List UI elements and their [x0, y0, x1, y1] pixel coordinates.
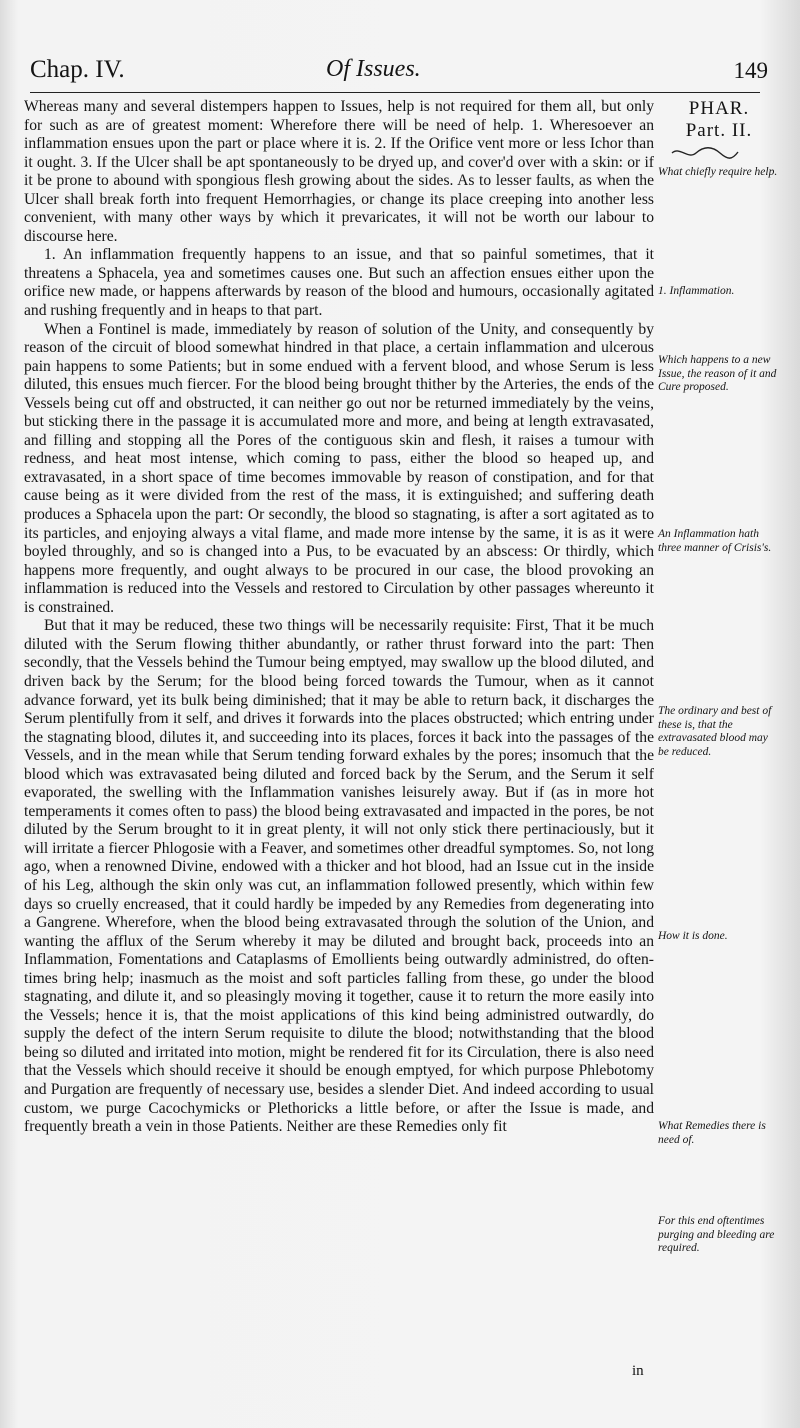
section-label-line2: Part. II. [685, 120, 753, 141]
page-number: 149 [733, 58, 768, 83]
marginal-note-2: 1. Inflammation. [658, 285, 735, 297]
marginal-note-7: What Remedies there is need of. [658, 1120, 766, 1146]
section-label [664, 98, 774, 142]
section-label-line1: PHAR. [688, 98, 750, 119]
marginal-note-5: The ordinary and best of these is, that the extravasated blood may be reduced. [658, 705, 772, 758]
main-text [24, 98, 654, 1137]
paragraph-3: When a Fontinel is made, immediately by reason of solution of the Unity, and consequently by reason of the circuit of blood somewhat hindred in that place, a certain inflammation and ulcerous pain happens to some Patients; but in some endued with a fervent blood, and whose Serum is less diluted, this ensues much fiercer. For the blood being brought thither by the Arteries, the ends of the Vessels being cut off and obstructed, it can neither go out nor be returned immediately by the veins, but sticking there in the passage it is accumulated more and more, and being at length extravasated, and filling and stopping all the Pores of the contiguous skin and flesh, it raises a tumour with redness, and heat most intense, which coming to pass, either the blood so heaped up, and extravasated, in a short space of time becomes immovable by reason of constipation, and for that cause being as it were divided from the rest of the mass, it is extinguished; and suffering death produces a Sphacela upon the part: Or secondly, the blood so stagnating, is after a sort agitated as to its particles, and enjoying always a vital flame, and made more intense by the same, it is as it were boyled throughly, and so is changed into a Pus, to be evacuated by an abscess: Or thirdly, which happens more frequently, and ought always to be procured in our case, the blood provoking an inflammation is reduced into the Vessels and restored to Circulation by other passages whereunto it is constrained. [24, 320, 654, 616]
running-title: Of Issues. [326, 56, 421, 82]
paragraph-4: But that it may be reduced, these two things will be necessarily requisite: First, That it be much diluted with the Serum flowing thither abundantly, or rather thrust forward into the part: Then secondly, that the Vessels behind the Tumour being emptyed, may swallow up the blood diluted, and driven back by the Serum; for the blood being forced towards the Tumour, when as it cannot advance forward, yet its bulk being diminished; that it may be able to return back, it discharges the Serum plentifully from it self, and drives it forwards into the places obstructed; which entring under the stagnating blood, dilutes it, and succeeding into its places, forces it back into the passages of the Vessels, and in the mean while that Serum tending forward exhales by the pores; insomuch that the blood which was extravasated being diluted and forced back by the Serum, and the Serum it self evaporated, the swelling with the Inflammation vanishes leisurely away. But if (as in more hot temperaments it comes often to pass) the blood being extravasated and impacted in the pores, be not diluted by the Serum brought to it in great plenty, it will not only stick there pertinaciously, but it will irritate a fiercer Phlogosie with a Feaver, and sometimes other dreadful symptomes. So, not long ago, when a renowned Divine, endowed with a thicker and hot blood, had an Issue cut in the inside of his Leg, although the skin only was cut, an inflammation followed presently, which within few days so cruelly encreased, that it could hardly be impeded by any Remedies from degenerating into a Gangrene. Wherefore, when the blood being extravasated through the solution of the Union, and wanting the afflux of the Serum whereby it may be diluted and brought back, proceeds into an Inflammation, Fomentations and Cataplasms of Emollients being outwardly administred, do often-times bring help; inasmuch as the moist and soft particles falling from these, go under the blood stagnating, and dilute it, and so pleasingly moving it together, cause it to return the more easily into the Vessels; hence it is, that the moist applications of this kind being administred outwardly, do supply the defect of the intern Serum requisite to dilute the blood; notwithstanding that the blood being so diluted and irritated into motion, might be rendered fit for its Circulation, there is also need that the Vessels which should receive it should be enough emptyed, for which purpose Phlebotomy and Purgation are frequently of necessary use, besides a slender Diet. And indeed according to usual custom, we purge Cacochymicks or Plethoricks a little before, or after the Issue is made, and frequently breath a vein in those Patients. Neither are these Remedies only fit [24, 617, 654, 1136]
marginal-note-8: For this end oftentimes purging and bleeding are required. [658, 1215, 775, 1254]
marginal-note-6: How it is done. [658, 930, 728, 942]
catchword: in [632, 1363, 644, 1379]
marginal-note-3: Which happens to a new Issue, the reason of it and Cure proposed. [658, 354, 777, 393]
ornament-flourish [670, 146, 740, 160]
marginal-note-4: An Inflammation hath three manner of Crisis's. [658, 528, 772, 554]
paragraph-1: Whereas many and several distempers happen to Issues, help is not required for them all, but only for such as are of greatest moment: Wherefore there will be need of help. 1. Wheresoever an inflammation ensues upon the part or place where it is. 2. If the Orifice vent more or less Ichor than it ought. 3. If the Ulcer shall be apt spontaneously to be dryed up, and cover'd over with a skin: or if it be prone to abound with spongious flesh growing about the sides. As to lesser faults, as when the Ulcer shall break forth into frequent Hemorrhagies, or change its place creeping into another less convenient, with many other ways by which it prevaricates, it will not be worth our labour to discourse here. [24, 98, 654, 245]
running-header [30, 52, 768, 93]
marginal-note-1: What chiefly require help. [658, 166, 778, 178]
chapter-heading: Chap. IV. [30, 56, 125, 83]
paragraph-2: 1. An inflammation frequently happens to an issue, and that so painful sometimes, that it threatens a Sphacela, yea and sometimes causes one. But such an affection ensues either upon the orifice new made, or happens afterwards by reason of the blood and humours, occasionally agitated and rushing frequently and in heaps to that part. [24, 246, 654, 320]
